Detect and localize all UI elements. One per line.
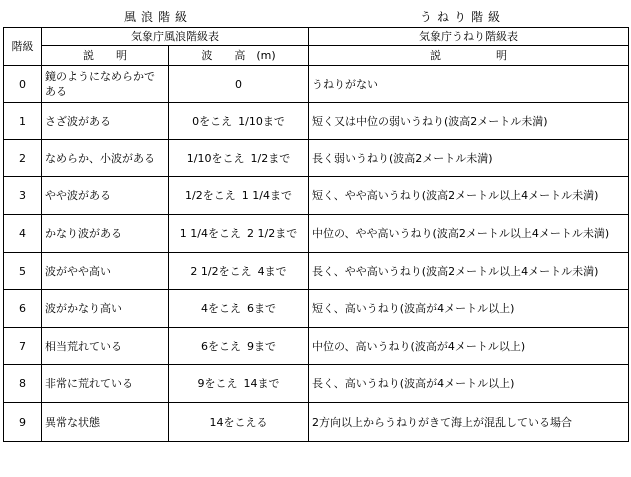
wave-height-cell [169, 290, 309, 328]
table-row [4, 290, 629, 328]
height-from: 1/10をこえ [186, 151, 245, 165]
height-from: 1/2をこえ [185, 189, 236, 202]
swell-description-cell: 長く、高いうねり(波高が4メートル以上) [309, 365, 629, 403]
height-to: 1 1/4まで [241, 189, 292, 202]
swell-description-cell: 短く又は中位の弱いうねり(波高2メートル未満) [309, 103, 629, 140]
table-row [4, 66, 629, 103]
height-to: 9まで [247, 339, 276, 353]
wind-description-cell: なめらか、小波がある [42, 140, 169, 177]
height-to: 6まで [247, 302, 276, 315]
table-row [4, 403, 629, 442]
level-cell: 2 [4, 140, 42, 177]
wave-height-cell: 14をこえる [169, 403, 309, 442]
wind-table-header: 気象庁風浪階級表 [42, 28, 309, 46]
swell-description-cell: 長く、やや高いうねり(波高2メートル以上4メートル未満) [309, 253, 629, 290]
wind-description-header: 説 明 [42, 46, 169, 66]
height-from: 0をこえ [192, 114, 233, 128]
height-from: 2 1/2をこえ [190, 264, 252, 278]
level-header: 階級 [4, 28, 42, 66]
height-from: 9をこえ [197, 377, 238, 390]
table-row [4, 328, 629, 365]
table-row [4, 103, 629, 140]
wind-scale-title: 風浪階級 [124, 10, 193, 24]
wave-height-cell [169, 177, 309, 215]
level-cell: 0 [4, 66, 42, 103]
wind-description-cell: 波がかなり高い [42, 290, 169, 328]
level-cell: 1 [4, 103, 42, 140]
height-from: 1 1/4をこえ [179, 227, 241, 240]
height-to: 4まで [257, 264, 287, 278]
wind-description-cell: 異常な状態 [42, 403, 169, 442]
level-cell: 3 [4, 177, 42, 215]
height-to: 2 1/2まで [247, 227, 298, 240]
height-from: 4をこえ [201, 302, 241, 315]
height-from: 6をこえ [201, 339, 241, 353]
wind-description-cell: さざ波がある [42, 103, 169, 140]
wind-description-cell: 鏡のようになめらかである [42, 66, 169, 103]
level-cell: 8 [4, 365, 42, 403]
table-row [4, 177, 629, 215]
swell-description-cell: 2方向以上からうねりがきて海上が混乱している場合 [309, 403, 629, 442]
level-cell: 9 [4, 403, 42, 442]
swell-description-cell: 中位の、やや高いうねり(波高2メートル以上4メートル未満) [309, 215, 629, 253]
swell-scale-title: うねり階級 [420, 10, 506, 24]
swell-description-cell: 長く弱いうねり(波高2メートル未満) [309, 140, 629, 177]
wave-height-cell [169, 253, 309, 290]
swell-description-header: 説 明 [309, 46, 629, 66]
height-to: 1/2まで [250, 151, 291, 165]
swell-description-cell: 中位の、高いうねり(波高が4メートル以上) [309, 328, 629, 365]
swell-description-cell: 短く、高いうねり(波高が4メートル以上) [309, 290, 629, 328]
wind-description-cell: かなり波がある [42, 215, 169, 253]
table-row [4, 215, 629, 253]
wind-description-cell: 波がやや高い [42, 253, 169, 290]
height-to: 1/10まで [238, 114, 285, 128]
wave-height-cell [169, 140, 309, 177]
wave-height-cell [169, 328, 309, 365]
height-to: 14まで [243, 377, 280, 390]
wave-height-header: 波 高 (m) [169, 46, 309, 66]
level-cell: 7 [4, 328, 42, 365]
header-row-2 [4, 46, 629, 66]
wind-description-cell: 相当荒れている [42, 328, 169, 365]
wave-height-cell [169, 103, 309, 140]
wind-description-cell: 非常に荒れている [42, 365, 169, 403]
wave-height-cell: 0 [169, 66, 309, 103]
swell-table-header: 気象庁うねり階級表 [309, 28, 629, 46]
swell-description-cell: 短く、やや高いうねり(波高2メートル以上4メートル未満) [309, 177, 629, 215]
table-row [4, 253, 629, 290]
level-cell: 5 [4, 253, 42, 290]
table-row [4, 140, 629, 177]
wave-height-cell [169, 215, 309, 253]
header-row-1 [4, 28, 629, 46]
level-cell: 6 [4, 290, 42, 328]
sea-state-table [3, 27, 629, 442]
swell-description-cell: うねりがない [309, 66, 629, 103]
level-cell: 4 [4, 215, 42, 253]
wave-height-cell [169, 365, 309, 403]
wind-description-cell: やや波がある [42, 177, 169, 215]
table-row [4, 365, 629, 403]
